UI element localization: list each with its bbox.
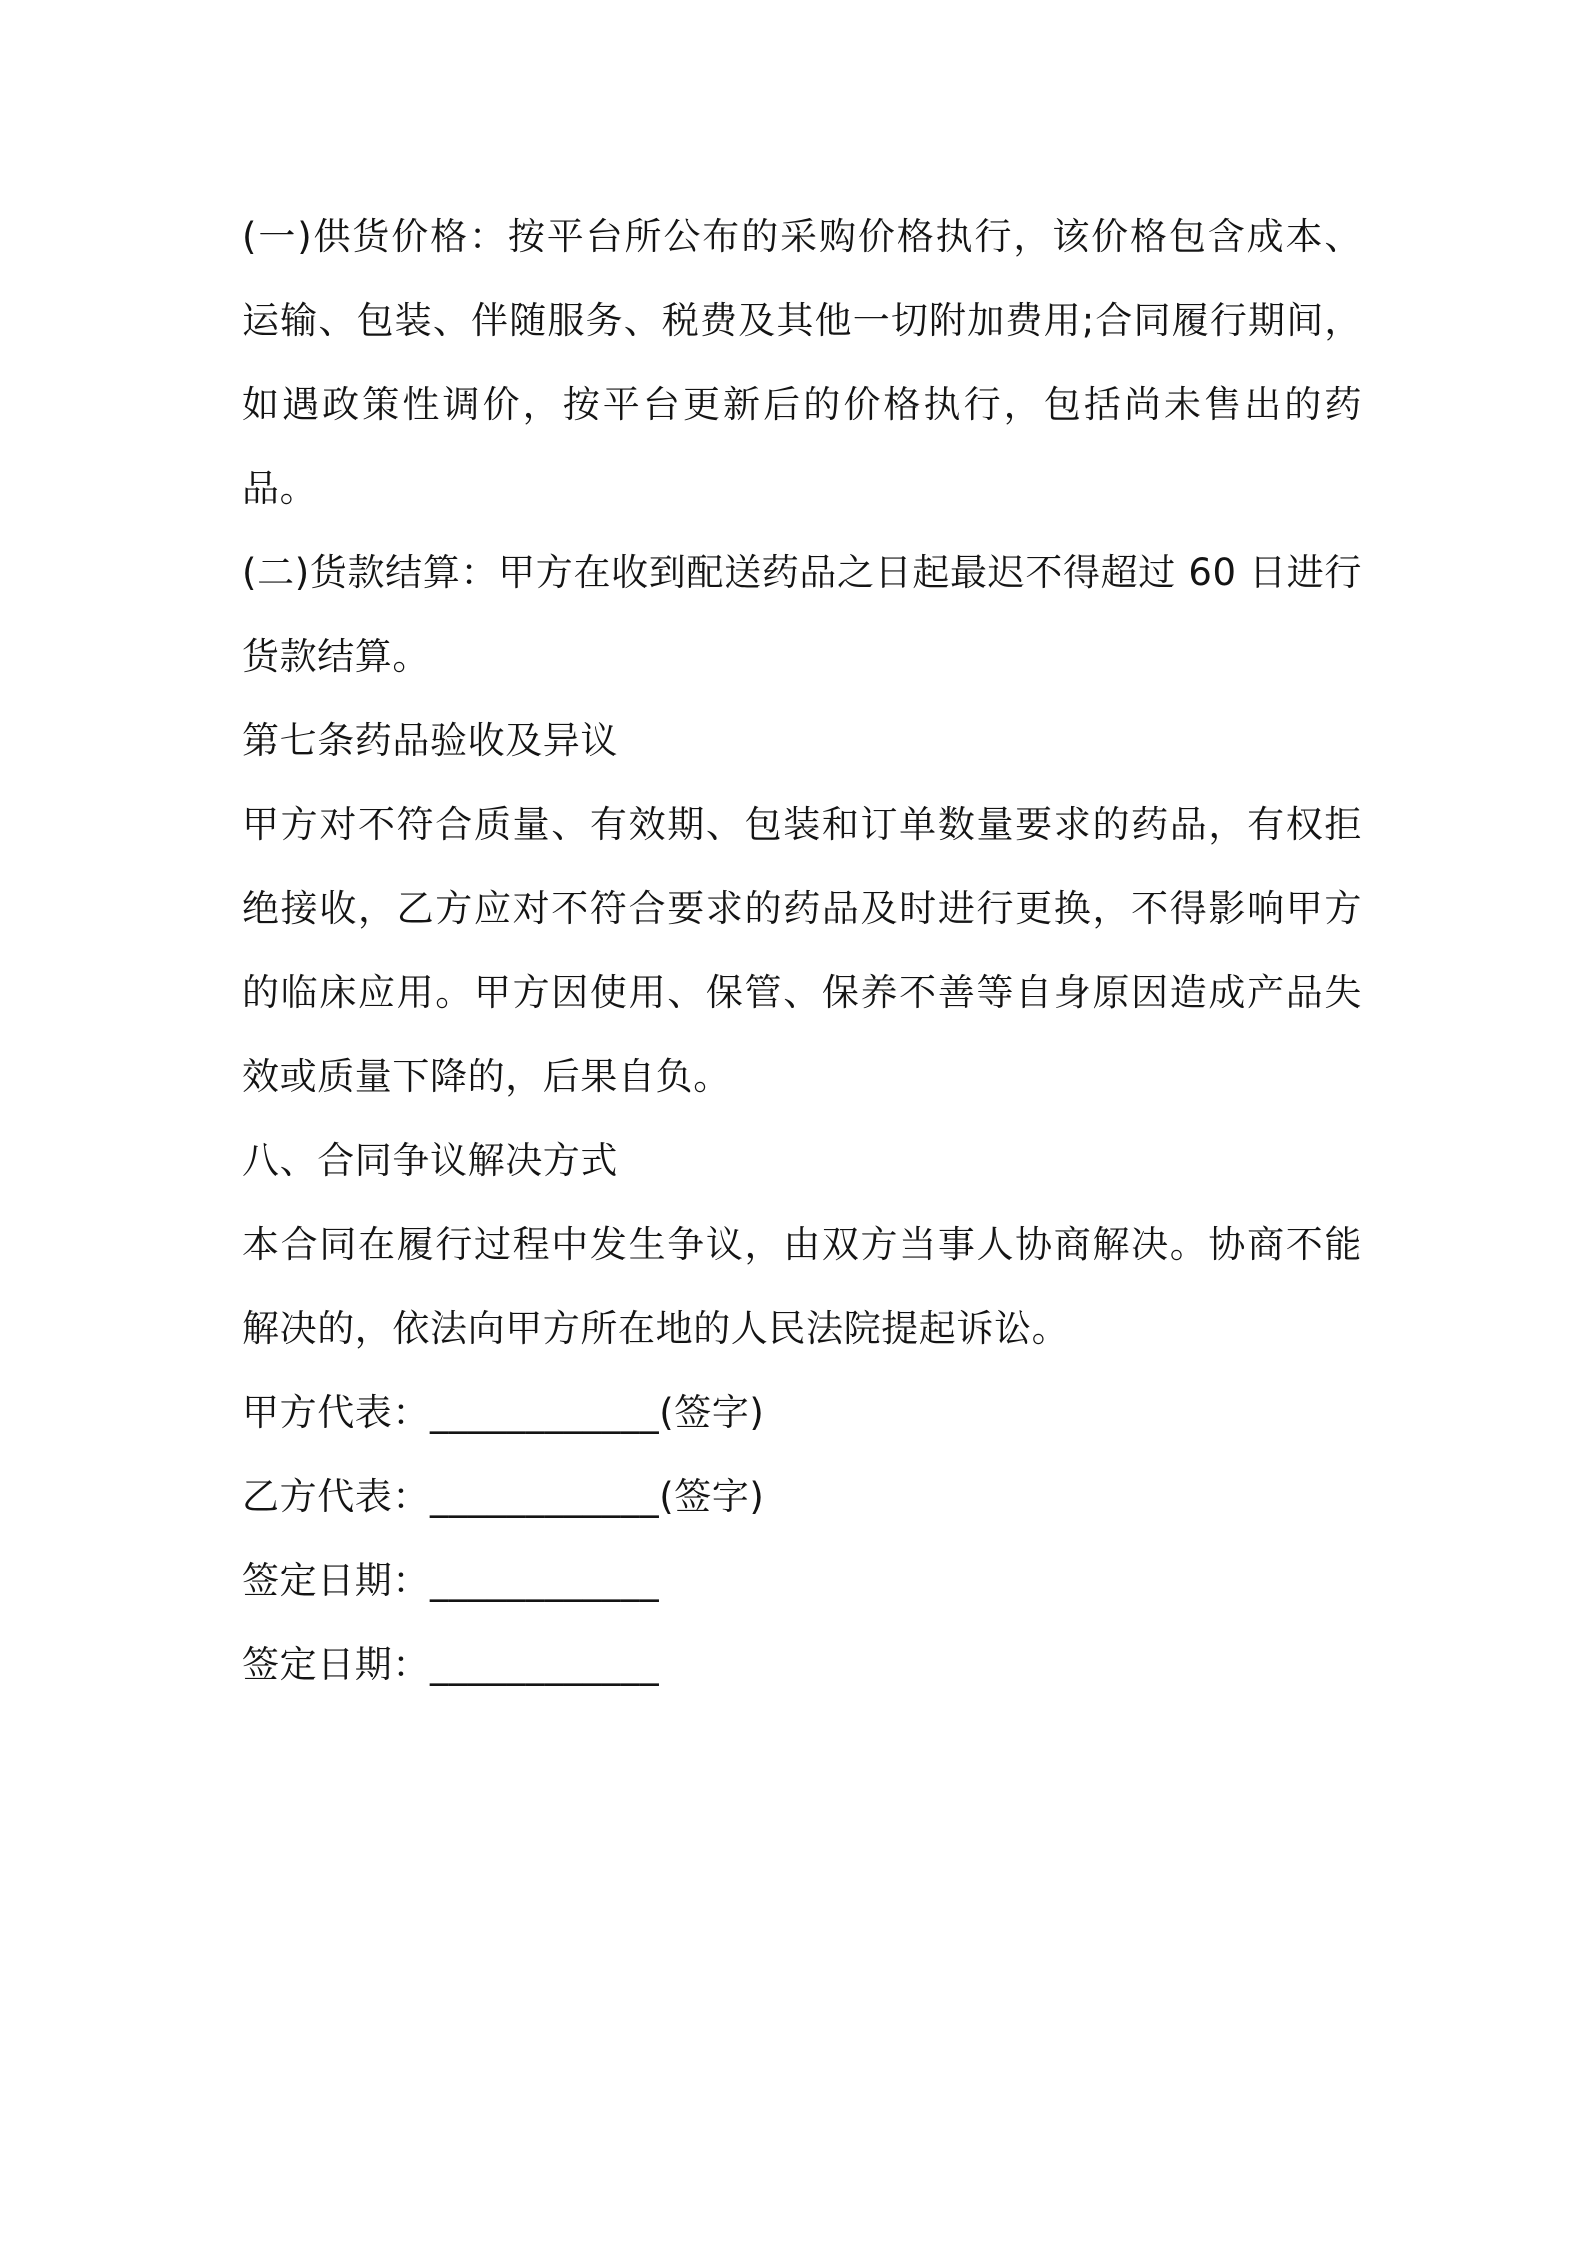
signing-date-2: 签定日期：____________ [242,1643,660,1686]
clause-payment-settlement: (二)货款结算：甲方在收到配送药品之日起最迟不得超过 60 日进行货款结算。 [242,551,1362,678]
article-8-heading: 八、合同争议解决方式 [242,1139,618,1182]
article-8-body: 本合同在履行过程中发生争议，由双方当事人协商解决。协商不能解决的，依法向甲方所在地的人民法院提起诉讼。 [242,1223,1362,1350]
document-page [242,195,1362,1707]
clause-supply-price: (一)供货价格：按平台所公布的采购价格执行，该价格包含成本、运输、包装、伴随服务、税费及其他一切附加费用;合同履行期间，如遇政策性调价，按平台更新后的价格执行，包括尚未售出的药品。 [242,215,1362,510]
article-7-body: 甲方对不符合质量、有效期、包装和订单数量要求的药品，有权拒绝接收，乙方应对不符合要求的药品及时进行更换，不得影响甲方的临床应用。甲方因使用、保管、保养不善等自身原因造成产品失效或质量下降的，后果自负。 [242,803,1362,1098]
article-7-heading: 第七条药品验收及异议 [242,719,618,762]
signing-date-1: 签定日期：____________ [242,1559,660,1602]
party-b-signature: 乙方代表：____________(签字) [242,1475,765,1518]
party-a-signature: 甲方代表：____________(签字) [242,1391,765,1434]
